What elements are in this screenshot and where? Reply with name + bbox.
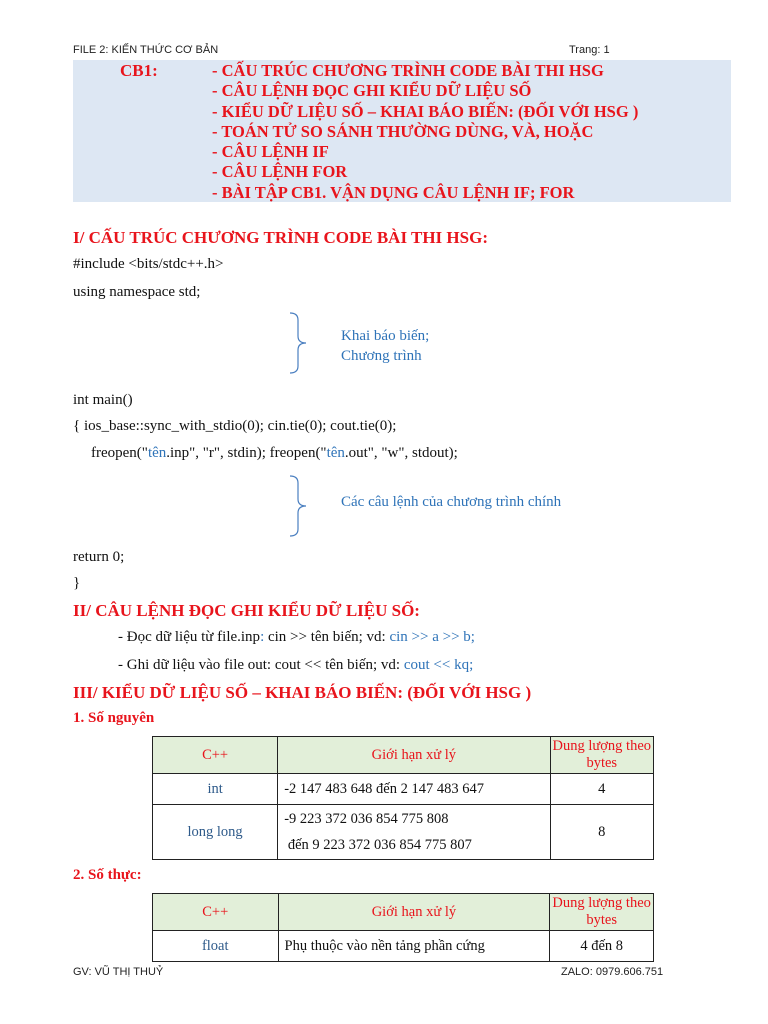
contents-list bbox=[212, 61, 638, 203]
table-row bbox=[153, 774, 654, 805]
io-line: { ios_base::sync_with_stdio(0); cin.tie(0); cout.tie(0); bbox=[73, 418, 397, 434]
freopen-part: .inp", "r", stdin); freopen(" bbox=[166, 445, 327, 461]
write-text: - Ghi dữ liệu vào file out: cout << tên biến; vd: bbox=[118, 657, 404, 673]
freopen-part: .out", "w", stdout); bbox=[344, 445, 458, 461]
filename-placeholder: tên bbox=[147, 445, 167, 461]
header-limit: Giới hạn xử lý bbox=[278, 737, 550, 774]
type-cell: float bbox=[153, 931, 279, 962]
range-max: đến 9 223 372 036 854 775 807 bbox=[284, 837, 472, 853]
contents-item: - KIỂU DỮ LIỆU SỐ – KHAI BÁO BIẾN: (ĐỐI VỚI HSG ) bbox=[212, 101, 639, 121]
real-subtitle: 2. Số thực: bbox=[73, 867, 142, 883]
range-cell: -2 147 483 648 đến 2 147 483 647 bbox=[278, 774, 550, 805]
freopen-line bbox=[91, 445, 458, 462]
read-rest: cin >> tên biến; vd: bbox=[264, 629, 390, 645]
closing-brace: } bbox=[73, 575, 81, 591]
brace-icon bbox=[288, 475, 312, 537]
bytes-cell: 4 đến 8 bbox=[550, 931, 654, 962]
read-example: cin >> a >> b; bbox=[389, 629, 475, 645]
contents-item: - CÂU LỆNH FOR bbox=[212, 162, 348, 182]
range-min: -9 223 372 036 854 775 808 bbox=[284, 811, 449, 827]
contents-item: - TOÁN TỬ SO SÁNH THƯỜNG DÙNG, VÀ, HOẶC bbox=[212, 121, 594, 141]
header-cpp: C++ bbox=[153, 737, 278, 774]
page-header-title: FILE 2: KIẾN THỨC CƠ BẢN bbox=[73, 44, 219, 56]
contents-item: - BÀI TẬP CB1. VẬN DỤNG CÂU LỆNH IF; FOR bbox=[212, 182, 575, 202]
main-line: int main() bbox=[73, 392, 133, 408]
contents-item: - CÂU LỆNH IF bbox=[212, 142, 329, 162]
contents-item: - CẤU TRÚC CHƯƠNG TRÌNH CODE BÀI THI HSG bbox=[212, 61, 604, 80]
return-line: return 0; bbox=[73, 549, 125, 565]
table-row bbox=[153, 931, 654, 962]
header-bytes: Dung lượng theo bytes bbox=[550, 737, 653, 774]
type-cell: int bbox=[153, 774, 278, 805]
note-program: Chương trình bbox=[341, 348, 422, 364]
note-main-statements: Các câu lệnh của chương trình chính bbox=[341, 494, 562, 510]
table-row bbox=[153, 805, 654, 860]
contents-box bbox=[73, 60, 731, 202]
note-declare-vars: Khai báo biến; bbox=[341, 328, 430, 344]
read-colon: : bbox=[260, 629, 265, 645]
range-cell: Phụ thuộc vào nền tảng phần cứng bbox=[278, 931, 550, 962]
write-example: cout << kq; bbox=[403, 657, 474, 673]
page-number: Trang: 1 bbox=[569, 44, 610, 56]
real-table bbox=[152, 893, 654, 962]
brace-icon bbox=[288, 312, 312, 374]
section-1-title: I/ CẤU TRÚC CHƯƠNG TRÌNH CODE BÀI THI HSG: bbox=[73, 228, 488, 247]
integer-table bbox=[152, 736, 654, 860]
footer-teacher: GV: VŨ THỊ THUỶ bbox=[73, 966, 164, 978]
write-instruction bbox=[118, 657, 473, 674]
bytes-cell: 8 bbox=[550, 805, 653, 860]
header-limit: Giới hạn xử lý bbox=[278, 894, 550, 931]
header-cpp: C++ bbox=[153, 894, 279, 931]
using-line: using namespace std; bbox=[73, 284, 201, 300]
filename-placeholder: tên bbox=[326, 445, 345, 461]
section-3-title: III/ KIỂU DỮ LIỆU SỐ – KHAI BÁO BIẾN: (ĐỐI VỚI HSG ) bbox=[73, 683, 532, 702]
include-line: #include <bits/stdc++.h> bbox=[73, 256, 224, 272]
contents-label: CB1: bbox=[120, 61, 158, 80]
range-cell bbox=[278, 805, 550, 860]
header-bytes: Dung lượng theo bytes bbox=[550, 894, 654, 931]
contents-item: - CÂU LỆNH ĐỌC GHI KIỂU DỮ LIỆU SỐ bbox=[212, 81, 532, 101]
table-header-row bbox=[153, 737, 654, 774]
section-2-title: II/ CÂU LỆNH ĐỌC GHI KIỂU DỮ LIỆU SỐ: bbox=[73, 601, 420, 620]
integer-subtitle: 1. Số nguyên bbox=[73, 710, 155, 726]
freopen-part: freopen(" bbox=[91, 445, 148, 461]
type-cell: long long bbox=[153, 805, 278, 860]
read-instruction bbox=[118, 629, 475, 646]
bytes-cell: 4 bbox=[550, 774, 653, 805]
footer-contact: ZALO: 0979.606.751 bbox=[561, 966, 664, 978]
table-header-row bbox=[153, 894, 654, 931]
read-text: - Đọc dữ liệu từ file.inp bbox=[118, 629, 261, 645]
